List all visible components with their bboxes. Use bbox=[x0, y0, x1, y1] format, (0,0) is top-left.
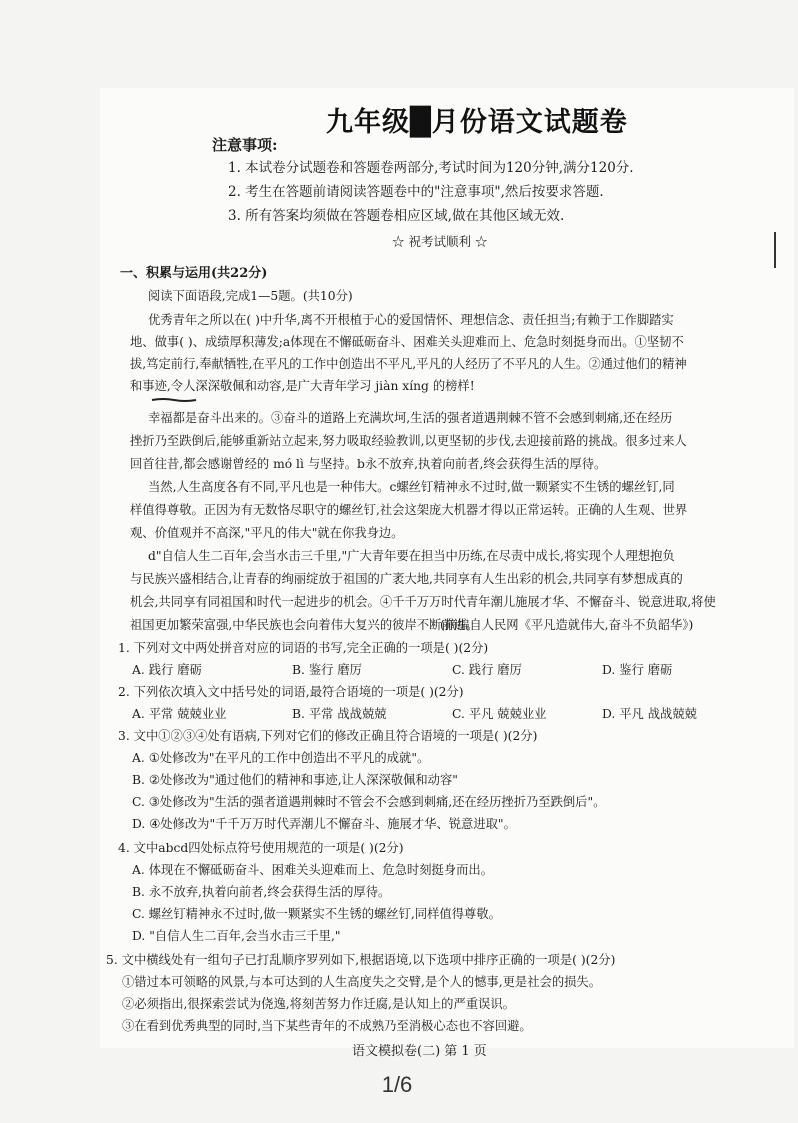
passage-line: 和事迹,令人深深敬佩和动容,是广大青年学习 jiàn xíng 的榜样! bbox=[130, 379, 475, 393]
option-a[interactable]: A. ①处修改为"在平凡的工作中创造出不平凡的成就"。 bbox=[132, 751, 430, 765]
margin-mark bbox=[774, 232, 776, 268]
passage-line: 当然,人生高度各有不同,平凡也是一种伟大。c螺丝钉精神永不过时,做一颗紧实不生锈的螺丝钉,同 bbox=[148, 480, 675, 494]
sentence-item: ②必须指出,很探索尝试为侥逸,将刻苦努力作迁腐,是认知上的严重误识。 bbox=[122, 997, 515, 1011]
passage-line: 与民族兴盛相结合,让青春的绚丽绽放于祖国的广袤大地,共同享有人生出彩的机会,共同享有梦想成真的 bbox=[130, 572, 683, 586]
passage-line: d"自信人生二百年,会当水击三千里,"广大青年要在担当中历练,在尽责中成长,将实现个人理想抱负 bbox=[148, 549, 675, 563]
passage-line: 挫折乃至跌倒后,能够重新站立起来,努力吸取经验教训,以更坚韧的步伐,去迎接前路的挑战。很多过来人 bbox=[130, 434, 687, 448]
passage-source: (摘编自人民网《平凡造就伟大,奋斗不负韶华》) bbox=[440, 618, 694, 632]
option-c[interactable]: C. 践行 磨厉 bbox=[452, 663, 522, 677]
section-heading: 一、积累与运用(共22分) bbox=[120, 266, 268, 281]
option-d[interactable]: D. 平凡 战战兢兢 bbox=[602, 707, 697, 721]
passage-line: 优秀青年之所以在( )中升华,离不开根植于心的爱国情怀、理想信念、责任担当;有赖于工作脚踏实 bbox=[148, 313, 674, 327]
option-a[interactable]: A. 体现在不懈砥砺奋斗、困难关头迎难而上、危急时刻挺身而出。 bbox=[132, 863, 494, 877]
sentence-item: ①错过本可领略的风景,与本可达到的人生高度失之交臂,是个人的憾事,更是社会的损失。 bbox=[122, 975, 602, 989]
option-c[interactable]: C. 螺丝钉精神永不过时,做一颗紧实不生锈的螺丝钉,同样值得尊敬。 bbox=[132, 907, 501, 921]
good-luck-line: ☆ 祝考试顺利 ☆ bbox=[392, 234, 488, 249]
passage-line: 机会,共同享有同祖国和时代一起进步的机会。④千千万万时代青年潮儿施展才华、不懈奋斗、锐意进取,将使 bbox=[130, 595, 716, 609]
question-2-stem: 2. 下列依次填入文中括号处的词语,最符合语境的一项是( )(2分) bbox=[118, 685, 464, 699]
question-3-stem: 3. 文中①②③④处有语病,下列对它们的修改正确且符合语境的一项是( )(2分) bbox=[118, 729, 538, 743]
page-footer: 语文模拟卷(二) 第 1 页 bbox=[352, 1044, 487, 1059]
notice-item: 1. 本试卷分试题卷和答题卷两部分,考试时间为120分钟,满分120分. bbox=[228, 160, 634, 176]
option-d[interactable]: D. 鉴行 磨砺 bbox=[602, 663, 673, 677]
option-b[interactable]: B. 平常 战战兢兢 bbox=[292, 707, 387, 721]
passage-line: 拔,笃定前行,奉献牺牲,在平凡的工作中创造出不平凡,平凡的人经历了不平凡的人生。②通过他们的精神 bbox=[130, 357, 687, 371]
notice-item: 2. 考生在答题前请阅读答题卷中的"注意事项",然后按要求答题. bbox=[228, 184, 604, 200]
question-5-stem: 5. 文中横线处有一组句子已打乱顺序罗列如下,根据语境,以下选项中排序正确的一项是( )(2分) bbox=[106, 953, 616, 967]
option-b[interactable]: B. 鉴行 磨厉 bbox=[292, 663, 362, 677]
page-indicator: 1/6 bbox=[381, 1072, 413, 1097]
passage-line: 样值得尊敬。正因为有无数恪尽职守的螺丝钉,社会这架庞大机器才得以正常运转。正确的人生观、世界 bbox=[130, 503, 688, 517]
passage-intro: 阅读下面语段,完成1—5题。(共10分) bbox=[148, 289, 353, 303]
passage-line: 观、价值观并不高深,"平凡的伟大"就在你我身边。 bbox=[130, 526, 404, 540]
option-b[interactable]: B. ②处修改为"通过他们的精神和事迹,让人深深敬佩和动容" bbox=[132, 773, 458, 787]
passage-line: 地、做事( )、成绩厚积薄发;a体现在不懈砥砺奋斗、困难关头迎难而上、危急时刻挺身而出。①坚韧不 bbox=[130, 335, 684, 349]
option-a[interactable]: A. 平常 兢兢业业 bbox=[132, 707, 227, 721]
notice-item: 3. 所有答案均须做在答题卷相应区域,做在其他区域无效. bbox=[228, 208, 565, 224]
option-d[interactable]: D. ④处修改为"千千万万时代弄潮儿不懈奋斗、施展才华、锐意进取"。 bbox=[132, 817, 516, 831]
option-a[interactable]: A. 践行 磨砺 bbox=[132, 663, 202, 677]
exam-title: 九年级█月份语文试题卷 bbox=[326, 107, 628, 138]
passage-line: 幸福都是奋斗出来的。③奋斗的道路上充满坎坷,生活的强者道遇荆棘不管不会感到刺痛,还在经历 bbox=[148, 411, 673, 425]
passage-line: 回首往昔,都会感谢曾经的 mó lì 与坚持。b永不放弃,执着向前者,终会获得生活的厚待。 bbox=[130, 457, 607, 471]
passage-line: 祖国更加繁荣富强,中华民族也会向着伟大复兴的彼岸不断前进。 bbox=[130, 618, 479, 632]
option-b[interactable]: B. 永不放弃,执着向前者,终会获得生活的厚待。 bbox=[132, 885, 391, 899]
sentence-item: ③在看到优秀典型的同时,当下某些青年的不成熟乃至消极心态也不容回避。 bbox=[122, 1019, 532, 1033]
notice-heading: 注意事项: bbox=[212, 136, 278, 154]
question-4-stem: 4. 文中abcd四处标点符号使用规范的一项是( )(2分) bbox=[118, 841, 404, 855]
question-1-stem: 1. 下列对文中两处拼音对应的词语的书写,完全正确的一项是( )(2分) bbox=[118, 641, 489, 655]
blank-line-mark bbox=[152, 398, 196, 402]
option-c[interactable]: C. 平凡 兢兢业业 bbox=[452, 707, 547, 721]
option-d[interactable]: D. "自信人生二百年,会当水击三千里," bbox=[132, 929, 341, 943]
option-c[interactable]: C. ③处修改为"生活的强者道遇荆棘时不管会不会感到刺痛,还在经历挫折乃至跌倒后"。 bbox=[132, 795, 606, 809]
